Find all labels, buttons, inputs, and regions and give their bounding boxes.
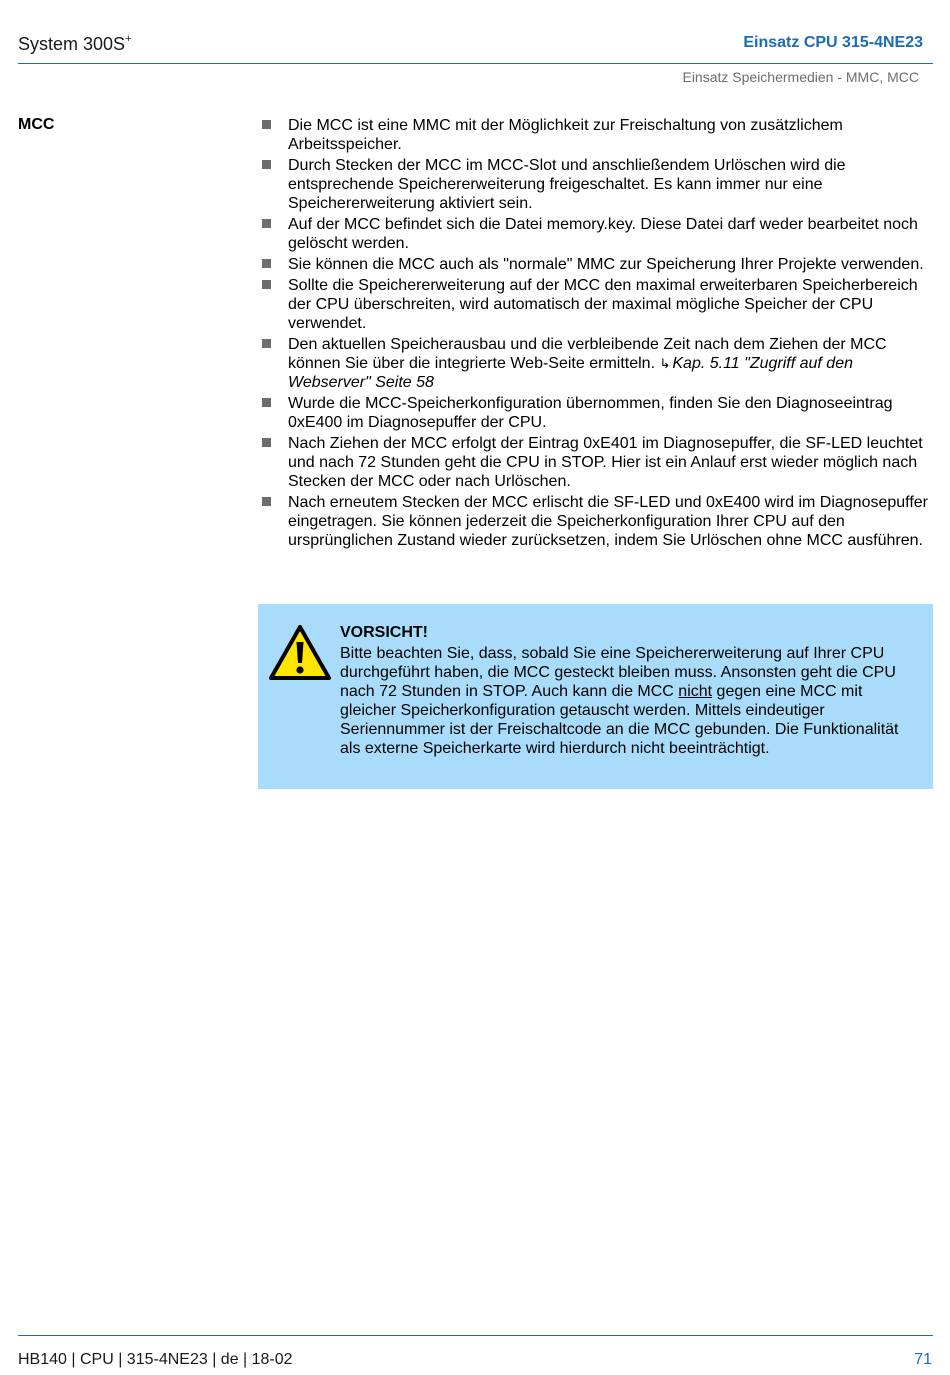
list-item xyxy=(259,116,939,154)
footer-doc-info: HB140 | CPU | 315-4NE23 | de | 18-02 xyxy=(18,1351,293,1368)
list-item xyxy=(259,493,939,550)
list-item-text: Den aktuellen Speicherausbau und die verbleibende Zeit nach dem Ziehen der MCC können Sie über die integrierte Web-Seite ermitteln. xyxy=(288,336,887,372)
square-bullet-icon xyxy=(262,339,271,348)
square-bullet-icon xyxy=(262,120,271,129)
product-superscript: + xyxy=(125,33,132,45)
list-item-text: Auf der MCC befindet sich die Datei memory.key. Diese Datei darf weder bearbeitet noch gelöscht werden. xyxy=(288,216,918,252)
caution-title: VORSICHT! xyxy=(340,624,428,641)
bullet-list xyxy=(259,116,939,552)
header-section: Einsatz Speichermedien - MMC, MCC xyxy=(682,69,919,85)
square-bullet-icon xyxy=(262,280,271,289)
cross-reference-text: Kap. 5.11 "Zugriff auf den Webserver" Seite 58 xyxy=(288,355,853,391)
arrow-reference-icon: ↳ xyxy=(659,356,671,371)
section-label: MCC xyxy=(18,116,55,133)
caution-emphasis: nicht xyxy=(678,683,713,700)
footer-divider xyxy=(18,1335,933,1336)
header-divider xyxy=(18,63,933,64)
list-item-text: Nach erneutem Stecken der MCC erlischt die SF-LED und 0xE400 wird im Diagnosepuffer eingetragen. Sie können jederzeit die Speicherkonfiguration Ihrer CPU auf den ursprünglichen Zustand wieder zurücksetzen, indem Sie Urlöschen ohne MCC ausführen. xyxy=(288,494,928,549)
list-item xyxy=(259,156,939,213)
list-item xyxy=(259,335,939,392)
page-number: 71 xyxy=(914,1351,932,1368)
list-item-text: Nach Ziehen der MCC erfolgt der Eintrag 0xE401 im Diagnosepuffer, die SF-LED leuchtet und nach 72 Stunden geht die CPU in STOP. Hier ist ein Anlauf erst wieder möglich nach Stecken der MCC oder nach Urlöschen. xyxy=(288,435,923,490)
square-bullet-icon xyxy=(262,497,271,506)
caution-content xyxy=(340,623,910,758)
header-product xyxy=(18,33,132,55)
square-bullet-icon xyxy=(262,438,271,447)
warning-triangle-icon xyxy=(268,624,332,682)
square-bullet-icon xyxy=(262,398,271,407)
list-item xyxy=(259,276,939,333)
header-chapter: Einsatz CPU 315-4NE23 xyxy=(743,34,923,51)
list-item xyxy=(259,434,939,491)
caution-notice xyxy=(258,604,933,789)
list-item xyxy=(259,394,939,432)
list-item-text: Wurde die MCC-Speicherkonfiguration übernommen, finden Sie den Diagnoseeintrag 0xE400 im Diagnosepuffer der CPU. xyxy=(288,395,893,431)
list-item xyxy=(259,215,939,253)
square-bullet-icon xyxy=(262,259,271,268)
list-item xyxy=(259,255,939,274)
caution-body xyxy=(340,644,910,758)
list-item-text: Sie können die MCC auch als "normale" MMC zur Speicherung Ihrer Projekte verwenden. xyxy=(288,256,924,273)
list-item-text: Durch Stecken der MCC im MCC-Slot und anschließendem Urlöschen wird die entsprechende Speichererweiterung freigeschaltet. Es kann immer nur eine Speichererweiterung aktiviert sein. xyxy=(288,157,846,212)
list-item-text: Sollte die Speichererweiterung auf der MCC den maximal erweiterbaren Speicherbereich der CPU überschreiten, wird automatisch der maximal mögliche Speicher der CPU verwendet. xyxy=(288,277,918,332)
caution-body-text-continued: gegen eine MCC mit gleicher Speicherkonfiguration getauscht werden. Mittels eindeutiger Seriennummer ist der Freischaltcode an die MCC gebunden. Die Funktionalität als externe Speicherkarte wird hierdurch nicht beeinträchtigt. xyxy=(340,683,899,757)
product-name: System 300S xyxy=(18,34,126,54)
list-item-text: Die MCC ist eine MMC mit der Möglichkeit zur Freischaltung von zusätzlichem Arbeitsspeicher. xyxy=(288,117,843,153)
caution-body-text: Bitte beachten Sie, dass, sobald Sie eine Speichererweiterung auf Ihrer CPU durchgeführt haben, die MCC gesteckt bleiben muss. Ansonsten geht die CPU nach 72 Stunden in STOP. Auch kann die MCC xyxy=(340,645,896,700)
square-bullet-icon xyxy=(262,219,271,228)
square-bullet-icon xyxy=(262,160,271,169)
